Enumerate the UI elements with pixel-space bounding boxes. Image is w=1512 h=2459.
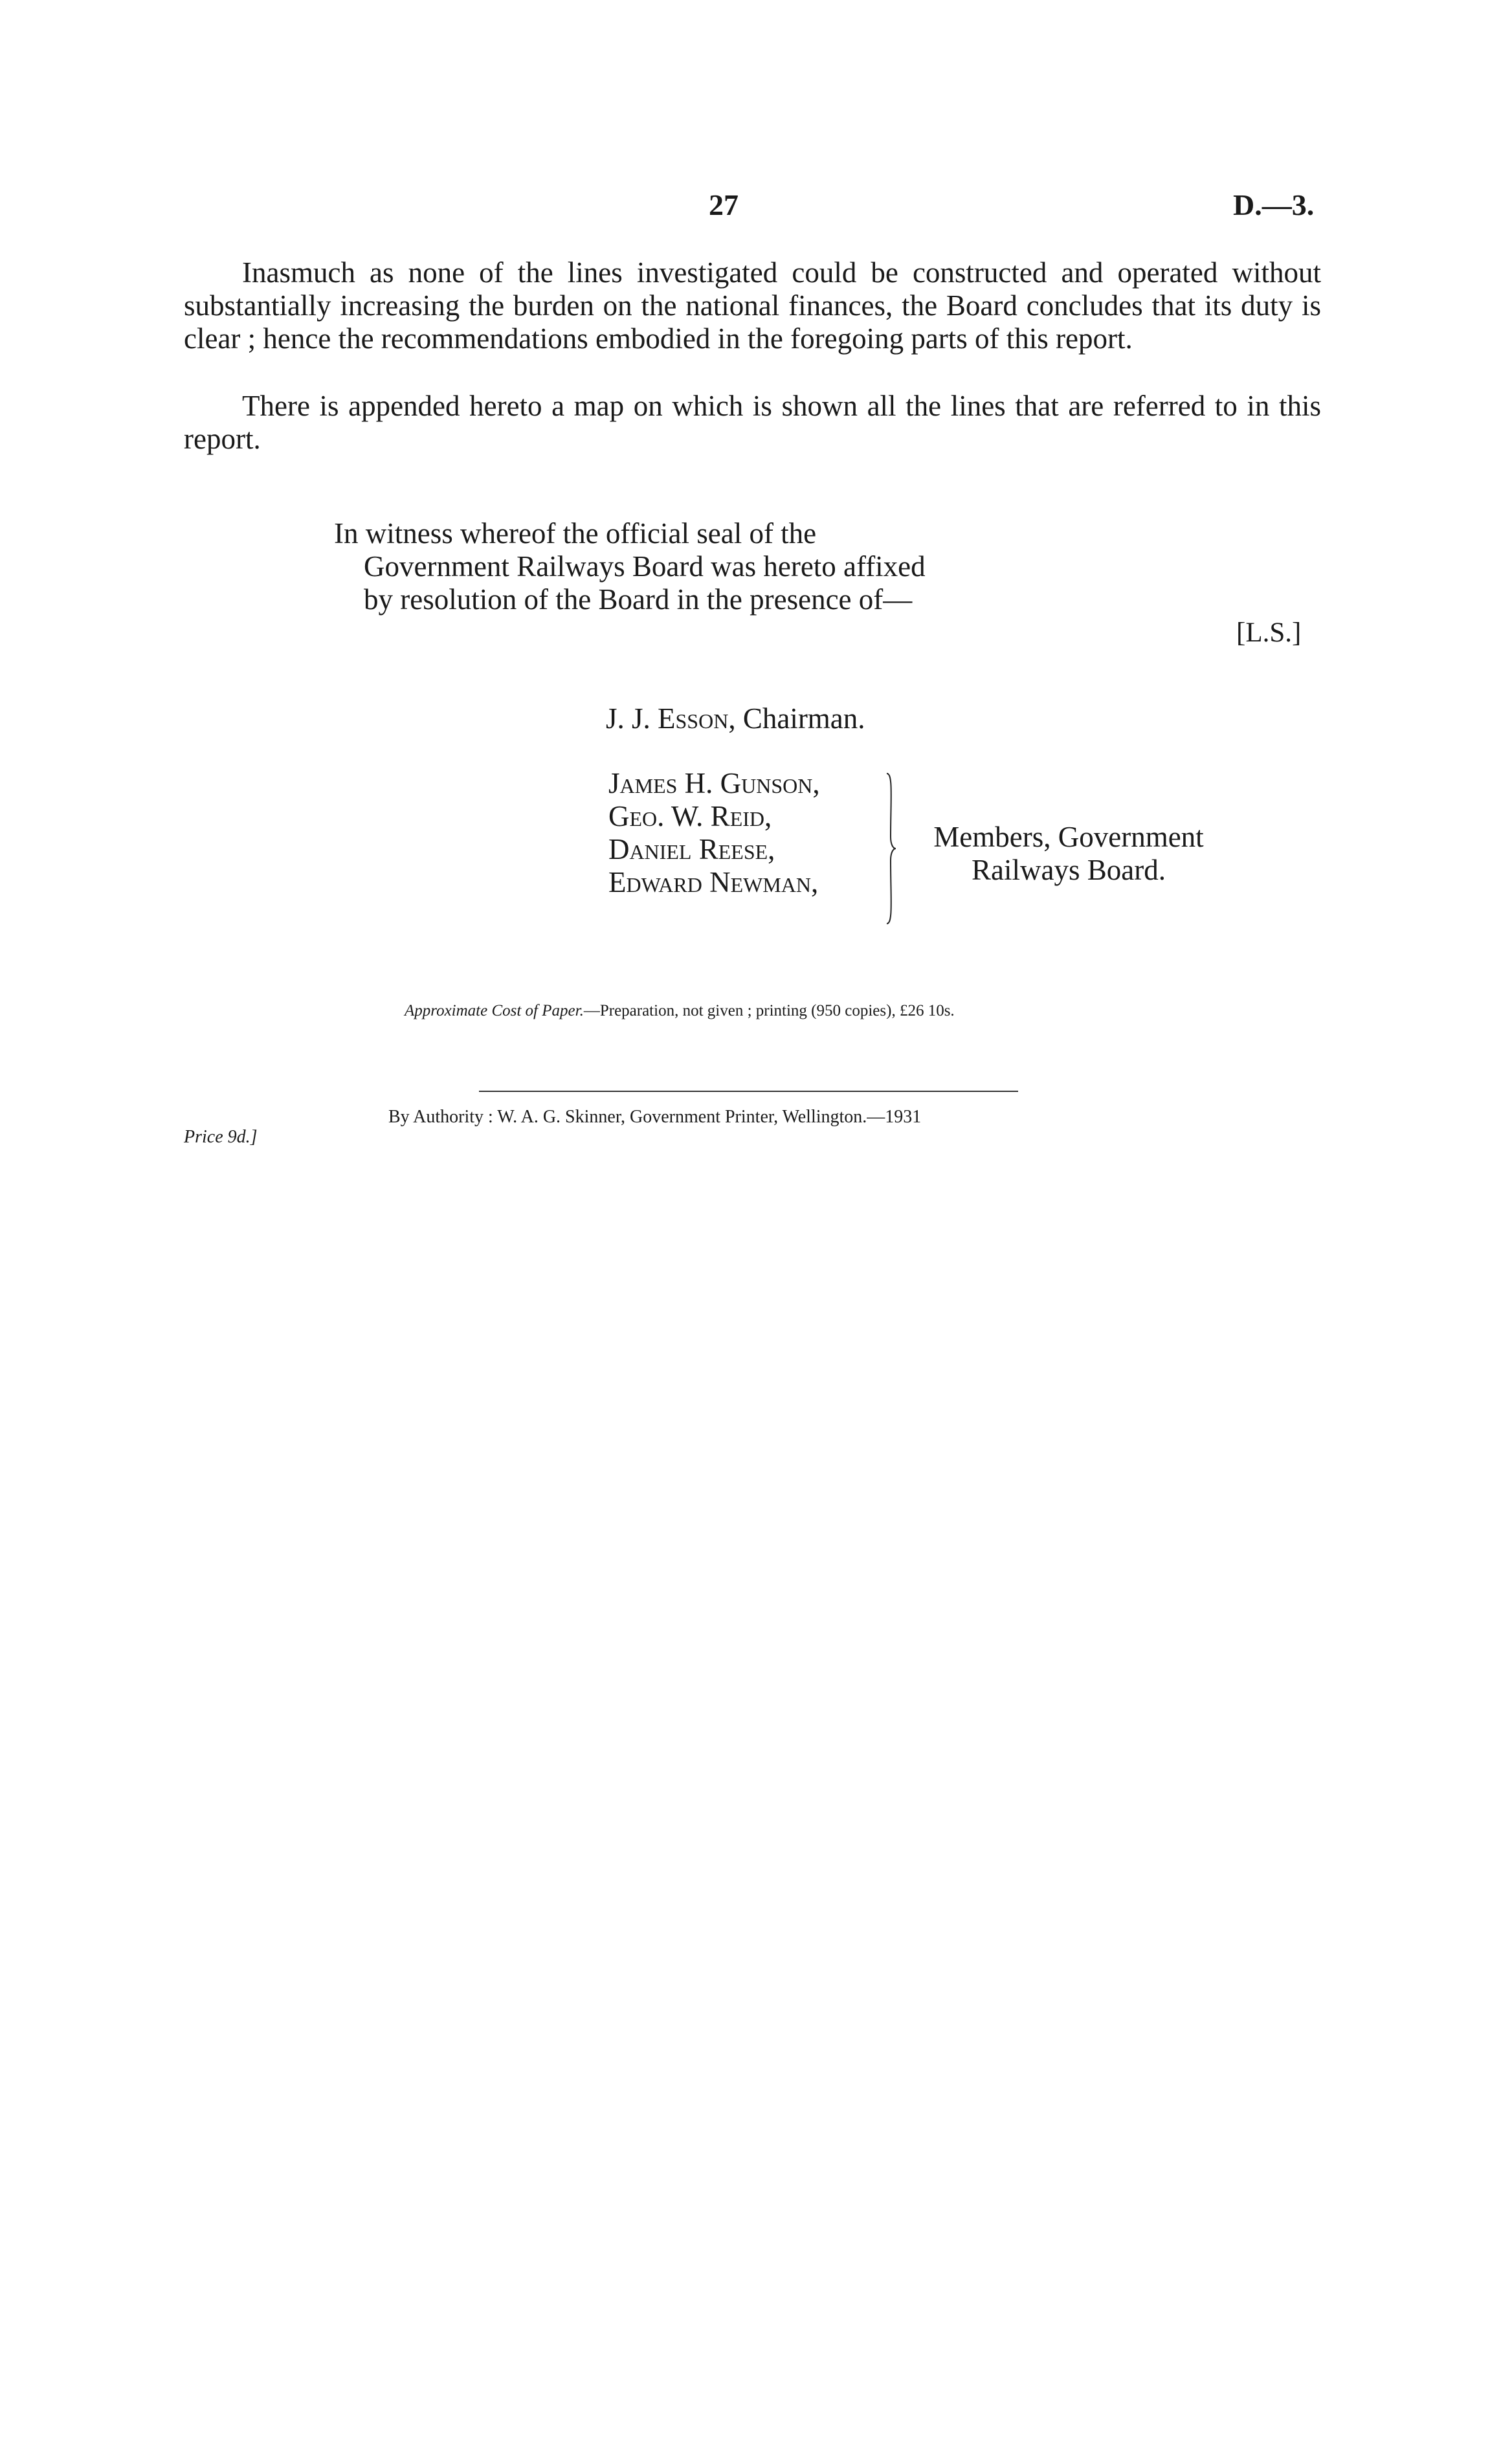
members-list bbox=[608, 767, 820, 899]
cost-text: —Preparation, not given ; printing (950 copies), £26 10s. bbox=[583, 1002, 955, 1019]
cost-of-paper-note bbox=[405, 1002, 955, 1020]
chairman-signature bbox=[606, 702, 865, 735]
witness-clause: In witness whereof the official seal of the Government Railways Board was hereto affixed by resolution of the Board in the presence of— bbox=[334, 517, 926, 616]
page-number: 27 bbox=[709, 188, 739, 221]
seal-mark: [L.S.] bbox=[1236, 618, 1302, 648]
member-name: Edward Newman, bbox=[608, 866, 819, 898]
members-brace bbox=[884, 772, 897, 925]
footer-rule bbox=[479, 1091, 1018, 1092]
members-role-line-2: Railways Board. bbox=[972, 854, 1166, 886]
body-paragraph-2: There is appended hereto a map on which is shown all the lines that are referred to in this report. bbox=[184, 390, 1321, 455]
chairman-title: , Chairman. bbox=[728, 702, 865, 735]
members-role bbox=[910, 821, 1227, 887]
member-name: James H. Gunson, bbox=[608, 767, 820, 799]
printer-authority: By Authority : W. A. G. Skinner, Government Printer, Wellington.—1931 bbox=[388, 1107, 922, 1127]
document-code: D.—3. bbox=[1233, 188, 1315, 221]
member-name: Geo. W. Reid, bbox=[608, 800, 772, 832]
body-paragraph-1: Inasmuch as none of the lines investigated could be constructed and operated without substantially increasing the burden on the national finances, the Board concludes that its duty is clear ; hence the recommendations embodied in the foregoing parts of this report. bbox=[184, 256, 1321, 355]
members-role-line-1: Members, Government bbox=[933, 821, 1204, 853]
cost-label: Approximate Cost of Paper. bbox=[405, 1002, 584, 1019]
chairman-name: J. J. Esson bbox=[606, 702, 729, 735]
price-note: Price 9d.] bbox=[184, 1127, 258, 1147]
member-name: Daniel Reese, bbox=[608, 833, 775, 865]
